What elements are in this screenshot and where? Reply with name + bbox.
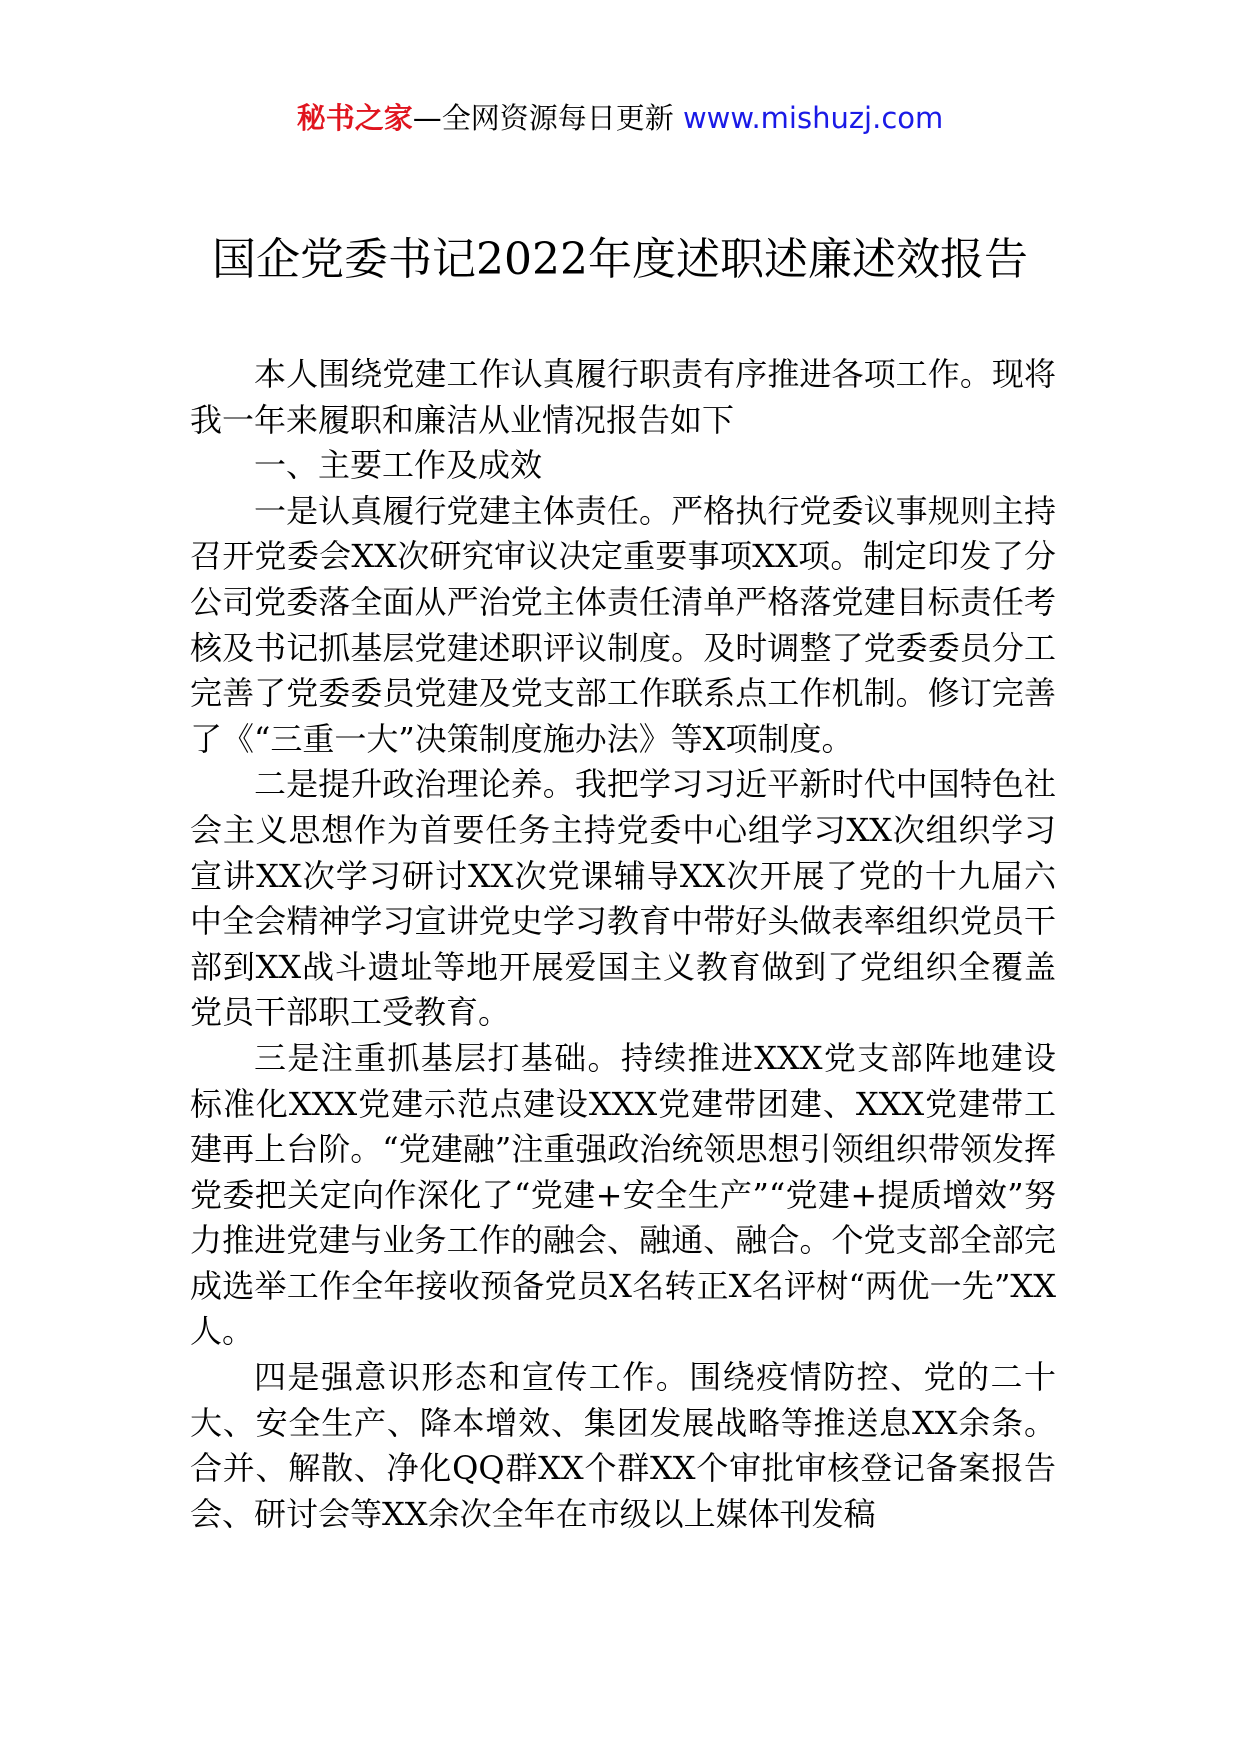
paragraph-intro: 本人围绕党建工作认真履行职责有序推进各项工作。现将我一年来履职和廉洁从业情况报告如下 — [190, 355, 1056, 439]
site-brand: 秘书之家 — [296, 101, 413, 135]
paragraph-grassroots: 三是注重抓基层打基础。持续推进XXX党支部阵地建设标准化XXX党建示范点建设XXX党建带团建、XXX党建带工建再上台阶。“党建融”注重强政治统领思想引领组织带领发挥党委把关定向作深化了“党建+安全生产”“党建+提质增效”努力推进党建与业务工作的融会、融通、融合。个党支部全部完成选举工作全年接收预备党员X名转正X名评树“两优一先”XX人。 — [190, 1038, 1056, 1351]
section-heading-main-work: 一、主要工作及成效 — [254, 446, 543, 485]
site-header — [0, 98, 1240, 138]
document-title: 国企党委书记2022年度述职述廉述效报告 — [212, 234, 1028, 285]
paragraph-ideology-publicity: 四是强意识形态和宣传工作。围绕疫情防控、党的二十大、安全生产、降本增效、集团发展战略等推送息XX余条。合并、解散、净化QQ群XX个群XX个审批审核登记备案报告会、研讨会等XX余次全年在市级以上媒体刊发稿 — [190, 1358, 1056, 1533]
paragraph-political-theory: 二是提升政治理论养。我把学习习近平新时代中国特色社会主义思想作为首要任务主持党委中心组学习XX次组织学习宣讲XX次学习研讨XX次党课辅导XX次开展了党的十九届六中全会精神学习宣讲党史学习教育中带好头做表率组织党员干部到XX战斗遗址等地开展爱国主义教育做到了党组织全覆盖党员干部职工受教育。 — [190, 765, 1056, 1032]
site-tagline: —全网资源每日更新 — [412, 101, 683, 135]
document-body — [190, 352, 1056, 1537]
paragraph-party-responsibility: 一是认真履行党建主体责任。严格执行党委议事规则主持召开党委会XX次研究审议决定重要事项XX项。制定印发了分公司党委落全面从严治党主体责任清单严格落党建目标责任考核及书记抓基层党建述职评议制度。及时调整了党委委员分工完善了党委委员党建及党支部工作联系点工作机制。修订完善了《“三重一大”决策制度施办法》等X项制度。 — [190, 491, 1056, 758]
site-url-link[interactable]: www.mishuzj.com — [682, 101, 944, 135]
